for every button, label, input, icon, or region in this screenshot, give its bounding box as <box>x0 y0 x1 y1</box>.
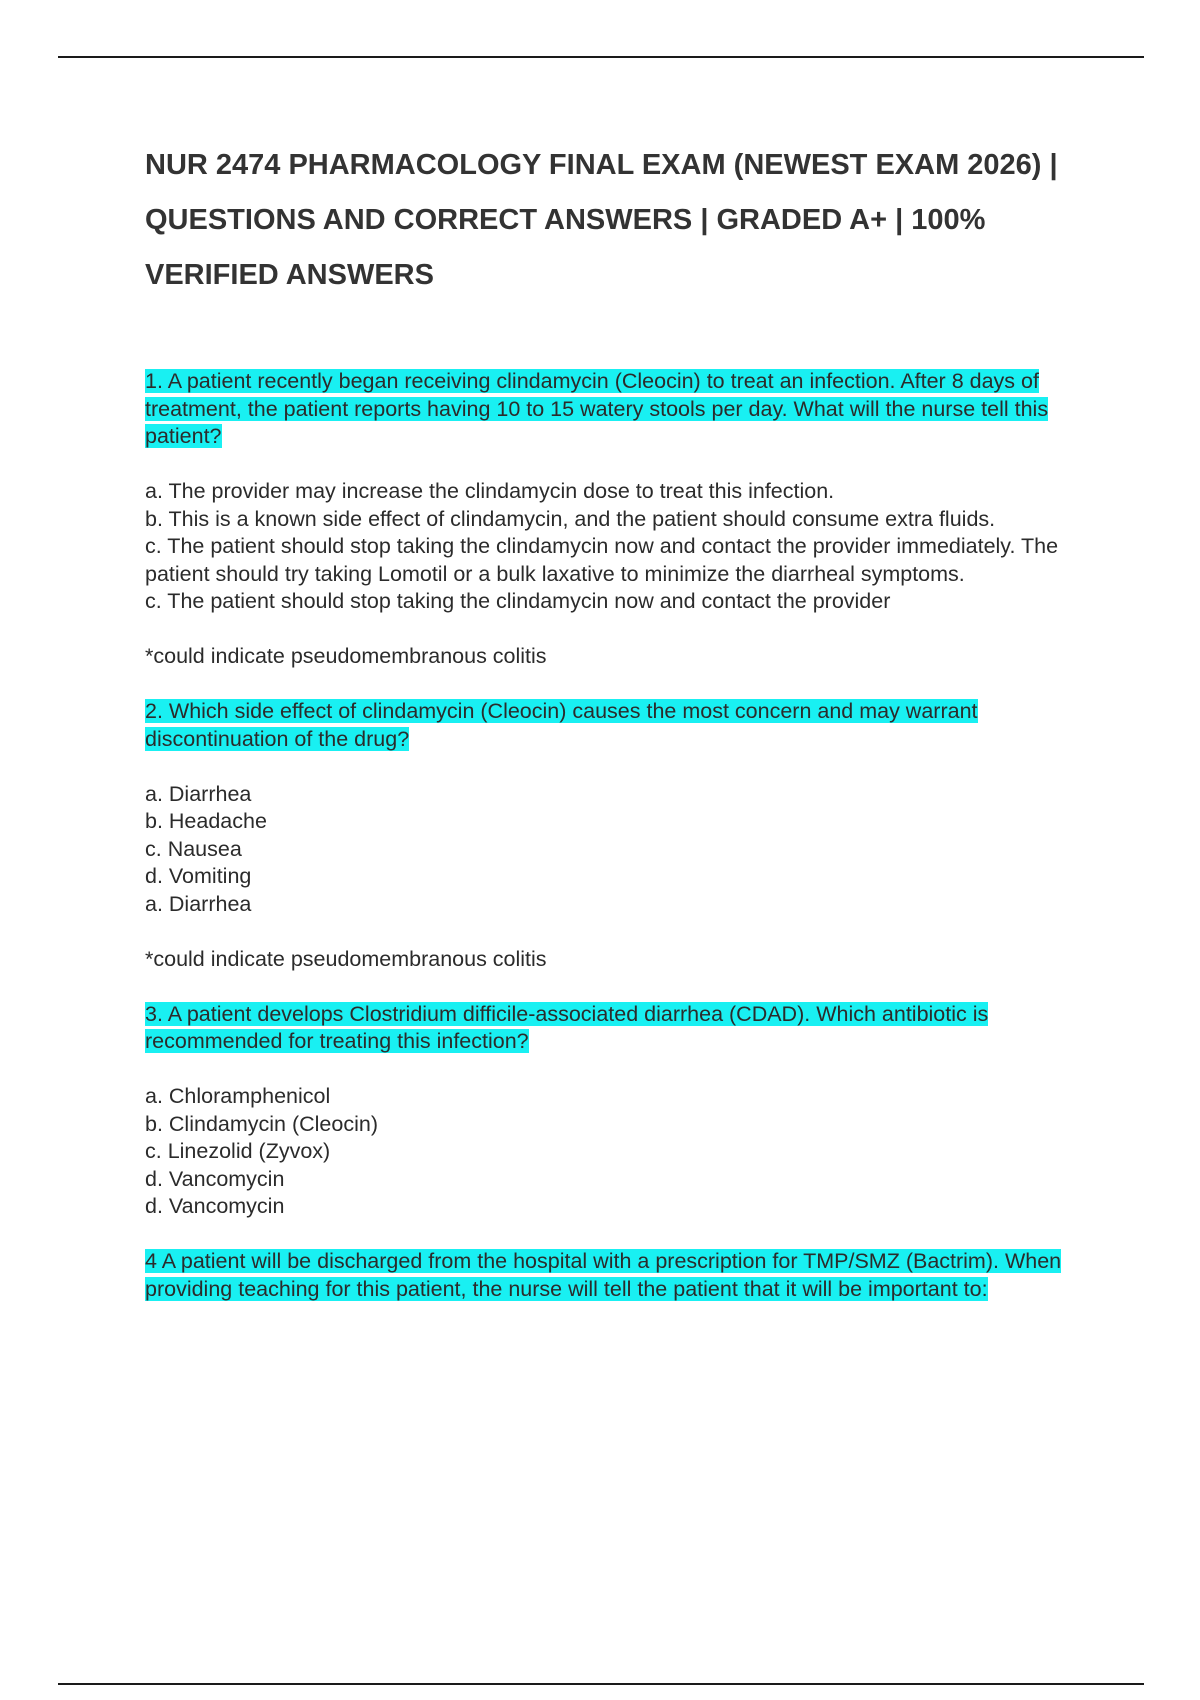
rationale-note: *could indicate pseudomembranous colitis <box>145 644 547 668</box>
option-list <box>145 478 1085 616</box>
question-highlight: 1. A patient recently began receiving clindamycin (Cleocin) to treat an infection. After 8 days of treatment, the patient reports having 10 to 15 watery stools per day. What will the nurse tell this patient? <box>145 369 1049 448</box>
option-list <box>145 1083 1085 1221</box>
question-text <box>145 698 1085 753</box>
question-highlight: 3. A patient develops Clostridium difficile-associated diarrhea (CDAD). Which antibiotic is recommended for treating this infection? <box>145 1001 989 1053</box>
question-block <box>145 698 1085 1001</box>
option-list <box>145 781 1085 919</box>
option-item: a. The provider may increase the clindamycin dose to treat this infection. <box>145 479 835 503</box>
option-item: b. Clindamycin (Cleocin) <box>145 1111 378 1136</box>
option-item: b. This is a known side effect of clindamycin, and the patient should consume extra fluids. <box>145 506 996 531</box>
question-highlight: 2. Which side effect of clindamycin (Cleocin) causes the most concern and may warrant discontinuation of the drug? <box>145 699 978 751</box>
question-text <box>145 1001 1085 1056</box>
rationale-note: *could indicate pseudomembranous colitis <box>145 946 547 971</box>
answer-line: a. Diarrhea <box>145 891 252 916</box>
footer-rule <box>58 1683 1144 1685</box>
option-item: a. Chloramphenicol <box>145 1084 331 1108</box>
option-item: c. Nausea <box>145 836 242 861</box>
question-block <box>145 368 1085 698</box>
question-text <box>145 368 1085 451</box>
header-rule <box>58 56 1144 58</box>
option-item: d. Vancomycin <box>145 1166 285 1191</box>
exam-content <box>145 368 1085 1331</box>
question-text <box>145 1248 1085 1303</box>
question-highlight: 4 A patient will be discharged from the hospital with a prescription for TMP/SMZ (Bactrim). When providing teaching for this patient, the nurse will tell the patient that it will be important to: <box>145 1249 1062 1301</box>
option-item: c. The patient should stop taking the clindamycin now and contact the provider immediately. The patient should try taking Lomotil or a bulk laxative to minimize the diarrheal symptoms. <box>145 534 1059 586</box>
option-item: d. Vomiting <box>145 864 252 888</box>
option-item: a. Diarrhea <box>145 781 252 806</box>
question-block <box>145 1001 1085 1249</box>
option-item: b. Headache <box>145 809 267 833</box>
option-item: c. Linezolid (Zyvox) <box>145 1139 331 1163</box>
answer-line: d. Vancomycin <box>145 1194 285 1218</box>
answer-line: c. The patient should stop taking the clindamycin now and contact the provider <box>145 589 891 613</box>
document-title: NUR 2474 PHARMACOLOGY FINAL EXAM (NEWEST EXAM 2026) | QUESTIONS AND CORRECT ANSWERS | GRADED A+ | 100% VERIFIED ANSWERS <box>145 149 1058 291</box>
question-block <box>145 1248 1085 1303</box>
